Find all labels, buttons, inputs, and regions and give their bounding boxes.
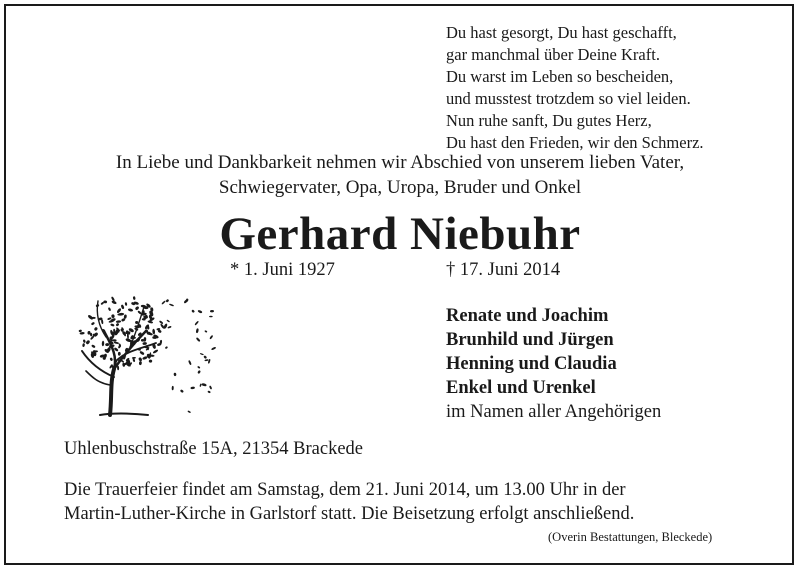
deceased-name: Gerhard Niebuhr [219,208,581,260]
service-line-1: Die Trauerfeier findet am Samstag, dem 21. Juni 2014, um 13.00 Uhr in der [64,480,626,500]
mourner-entry: Brunhild und Jürgen [446,330,614,350]
mourner-entry: Henning und Claudia [446,354,617,374]
poem-line: Nun ruhe sanft, Du gutes Herz, [446,111,652,130]
poem-line: Du warst im Leben so bescheiden, [446,67,674,86]
mourners-list [446,304,661,424]
wind-blown-tree-icon [70,285,220,420]
funeral-home-credit: (Overin Bestattungen, Bleckede) [548,530,713,544]
intro-line-1: In Liebe und Dankbarkeit nehmen wir Abschied von unserem lieben Vater, [115,152,685,173]
mourner-entry: Renate und Joachim [446,306,609,326]
birth-date: * 1. Juni 1927 [230,260,335,280]
poem [446,22,704,154]
service-details [64,478,754,526]
service-line-2: Martin-Luther-Kirche in Garlstorf statt. Die Beisetzung erfolgt anschließend. [64,504,635,524]
intro-line-2: Schwiegervater, Opa, Uropa, Bruder und Onkel [218,177,582,198]
poem-line: Du hast gesorgt, Du hast geschafft, [446,23,677,42]
poem-line: gar manchmal über Deine Kraft. [446,45,660,64]
mourners-closing: im Namen aller Angehörigen [446,402,662,422]
death-date: † 17. Juni 2014 [446,260,561,280]
mourner-entry: Enkel und Urenkel [446,378,596,398]
address: Uhlenbuschstraße 15A, 21354 Brackede [64,439,363,459]
poem-line: und musstest trotzdem so viel leiden. [446,89,691,108]
poem-line: Du hast den Frieden, wir den Schmerz. [446,133,704,152]
intro-text [0,150,800,200]
